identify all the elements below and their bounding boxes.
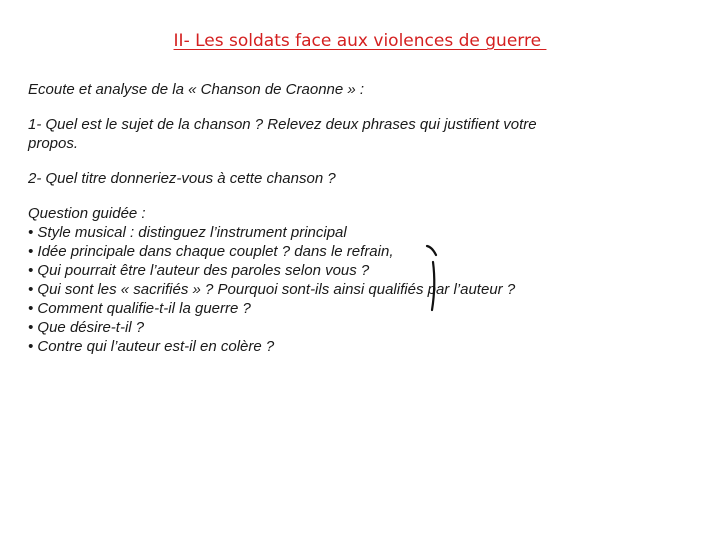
guided-questions — [28, 204, 688, 356]
list-item: • Qui sont les « sacrifiés » ? Pourquoi sont-ils ainsi qualifiés par l’auteur ? — [28, 281, 516, 298]
list-item: • Contre qui l’auteur est-il en colère ? — [28, 338, 275, 355]
slide-title: II- Les soldats face aux violences de guerre — [173, 31, 547, 51]
guided-list — [28, 223, 688, 356]
list-item: • Idée principale dans chaque couplet ? dans le refrain, — [28, 243, 394, 260]
list-item: • Style musical : distinguez l’instrument principal — [28, 224, 347, 241]
question-1 — [28, 115, 688, 153]
slide-body — [28, 80, 688, 356]
guided-heading: Question guidée : — [28, 205, 146, 222]
question-1-line-1: 1- Quel est le sujet de la chanson ? Relevez deux phrases qui justifient votre — [28, 116, 537, 133]
list-item: • Qui pourrait être l’auteur des paroles selon vous ? — [28, 262, 370, 279]
question-1-line-2: propos. — [28, 135, 79, 152]
intro-text: Ecoute et analyse de la « Chanson de Craonne » : — [28, 81, 365, 98]
question-2: 2- Quel titre donneriez-vous à cette chanson ? — [28, 170, 336, 187]
list-item: • Que désire-t-il ? — [28, 319, 145, 336]
list-item: • Comment qualifie-t-il la guerre ? — [28, 300, 251, 317]
